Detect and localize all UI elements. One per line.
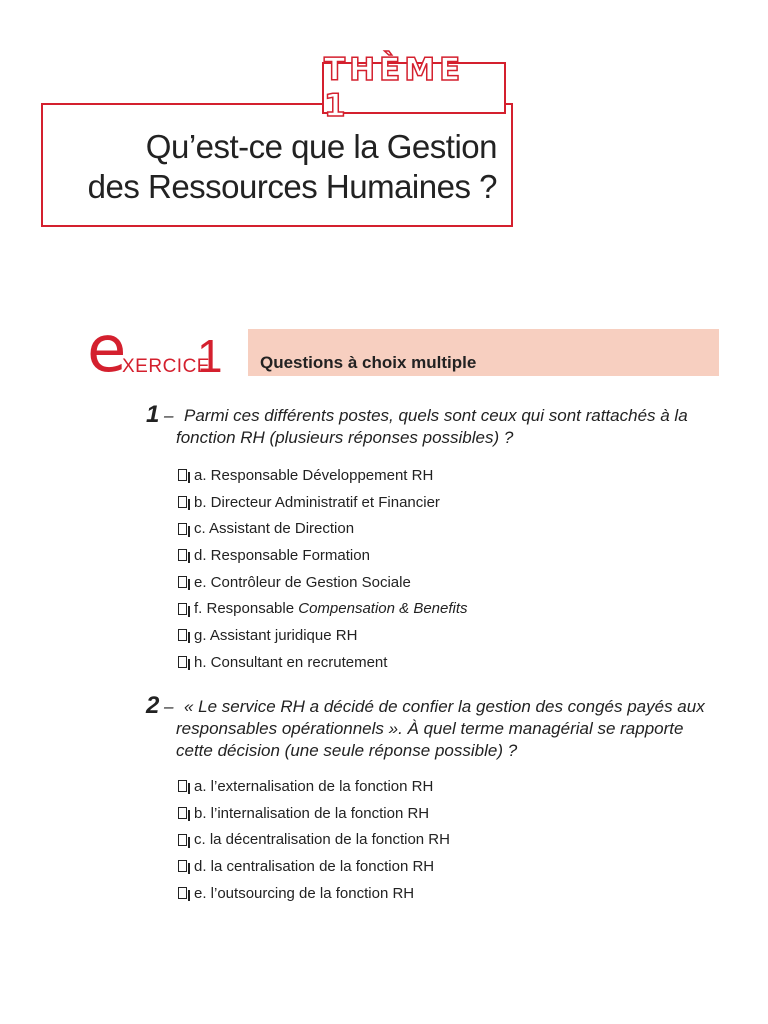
page-title xyxy=(88,127,497,207)
option-label: e. Contrôleur de Gestion Sociale xyxy=(194,573,411,591)
option-q2-a[interactable] xyxy=(178,773,450,800)
exercise-number: 1 xyxy=(197,330,223,382)
option-q1-b[interactable] xyxy=(178,489,468,516)
option-q1-g[interactable] xyxy=(178,622,468,649)
checkbox-icon[interactable] xyxy=(178,576,187,588)
option-q2-d[interactable] xyxy=(178,853,450,880)
question-1-number: 1 xyxy=(146,401,160,428)
question-2-number: 2 xyxy=(146,692,160,719)
exercise-word: XERCICE xyxy=(122,356,210,377)
option-label-italic: Compensation & Benefits xyxy=(298,600,468,618)
option-label: d. Responsable Formation xyxy=(194,546,370,564)
option-q1-c[interactable] xyxy=(178,515,468,542)
option-q2-c[interactable] xyxy=(178,826,450,853)
option-label: d. la centralisation de la fonction RH xyxy=(194,857,435,875)
title-line-1: Qu’est-ce que la Gestion xyxy=(145,128,497,165)
checkbox-icon[interactable] xyxy=(178,523,187,535)
option-label: b. l’internalisation de la fonction RH xyxy=(194,804,430,822)
exercise-heading: Questions à choix multiple xyxy=(260,353,477,372)
checkbox-icon[interactable] xyxy=(178,549,187,561)
checkbox-icon[interactable] xyxy=(178,496,187,508)
option-q1-d[interactable] xyxy=(178,542,468,569)
question-1-options xyxy=(178,462,468,676)
option-q1-h[interactable] xyxy=(178,649,468,676)
option-q1-e[interactable] xyxy=(178,569,468,596)
option-label: b. Directeur Administratif et Financier xyxy=(194,493,440,511)
question-2-text: « Le service RH a décidé de confier la gestion des congés payés aux responsables opérationnels ». À quel terme managérial se rapporte cette décision (une seule réponse possible) ? xyxy=(176,697,705,760)
checkbox-icon[interactable] xyxy=(178,860,187,872)
option-label: h. Consultant en recrutement xyxy=(194,653,388,671)
exercise-initial-letter: e xyxy=(87,313,127,387)
theme-tag-label: THÈME 1 xyxy=(324,52,465,124)
option-label: g. Assistant juridique RH xyxy=(194,626,358,644)
checkbox-icon[interactable] xyxy=(178,780,187,792)
option-label: f. Responsable xyxy=(194,600,295,618)
question-2-options xyxy=(178,773,450,906)
question-2-dash: – xyxy=(164,697,174,716)
question-1-text: Parmi ces différents postes, quels sont ceux qui sont rattachés à la fonction RH (plusieurs réponses possibles) ? xyxy=(176,406,688,447)
checkbox-icon[interactable] xyxy=(178,887,187,899)
option-q1-f[interactable] xyxy=(178,595,468,622)
theme-tag xyxy=(322,52,506,124)
option-label: a. Responsable Développement RH xyxy=(194,466,434,484)
title-line-2: des Ressources Humaines ? xyxy=(87,168,497,205)
option-q2-e[interactable] xyxy=(178,880,450,907)
checkbox-icon[interactable] xyxy=(178,807,187,819)
question-1-dash: – xyxy=(164,406,174,425)
checkbox-icon[interactable] xyxy=(178,656,187,668)
checkbox-icon[interactable] xyxy=(178,834,187,846)
exercise-heading-band xyxy=(248,329,719,376)
option-q1-a[interactable] xyxy=(178,462,468,489)
option-label: c. la décentralisation de la fonction RH xyxy=(194,831,450,849)
option-label: e. l’outsourcing de la fonction RH xyxy=(194,884,415,902)
option-label: a. l’externalisation de la fonction RH xyxy=(194,777,434,795)
option-label: c. Assistant de Direction xyxy=(194,520,355,538)
checkbox-icon[interactable] xyxy=(178,629,187,641)
checkbox-icon[interactable] xyxy=(178,469,187,481)
checkbox-icon[interactable] xyxy=(178,603,187,615)
option-q2-b[interactable] xyxy=(178,800,450,827)
